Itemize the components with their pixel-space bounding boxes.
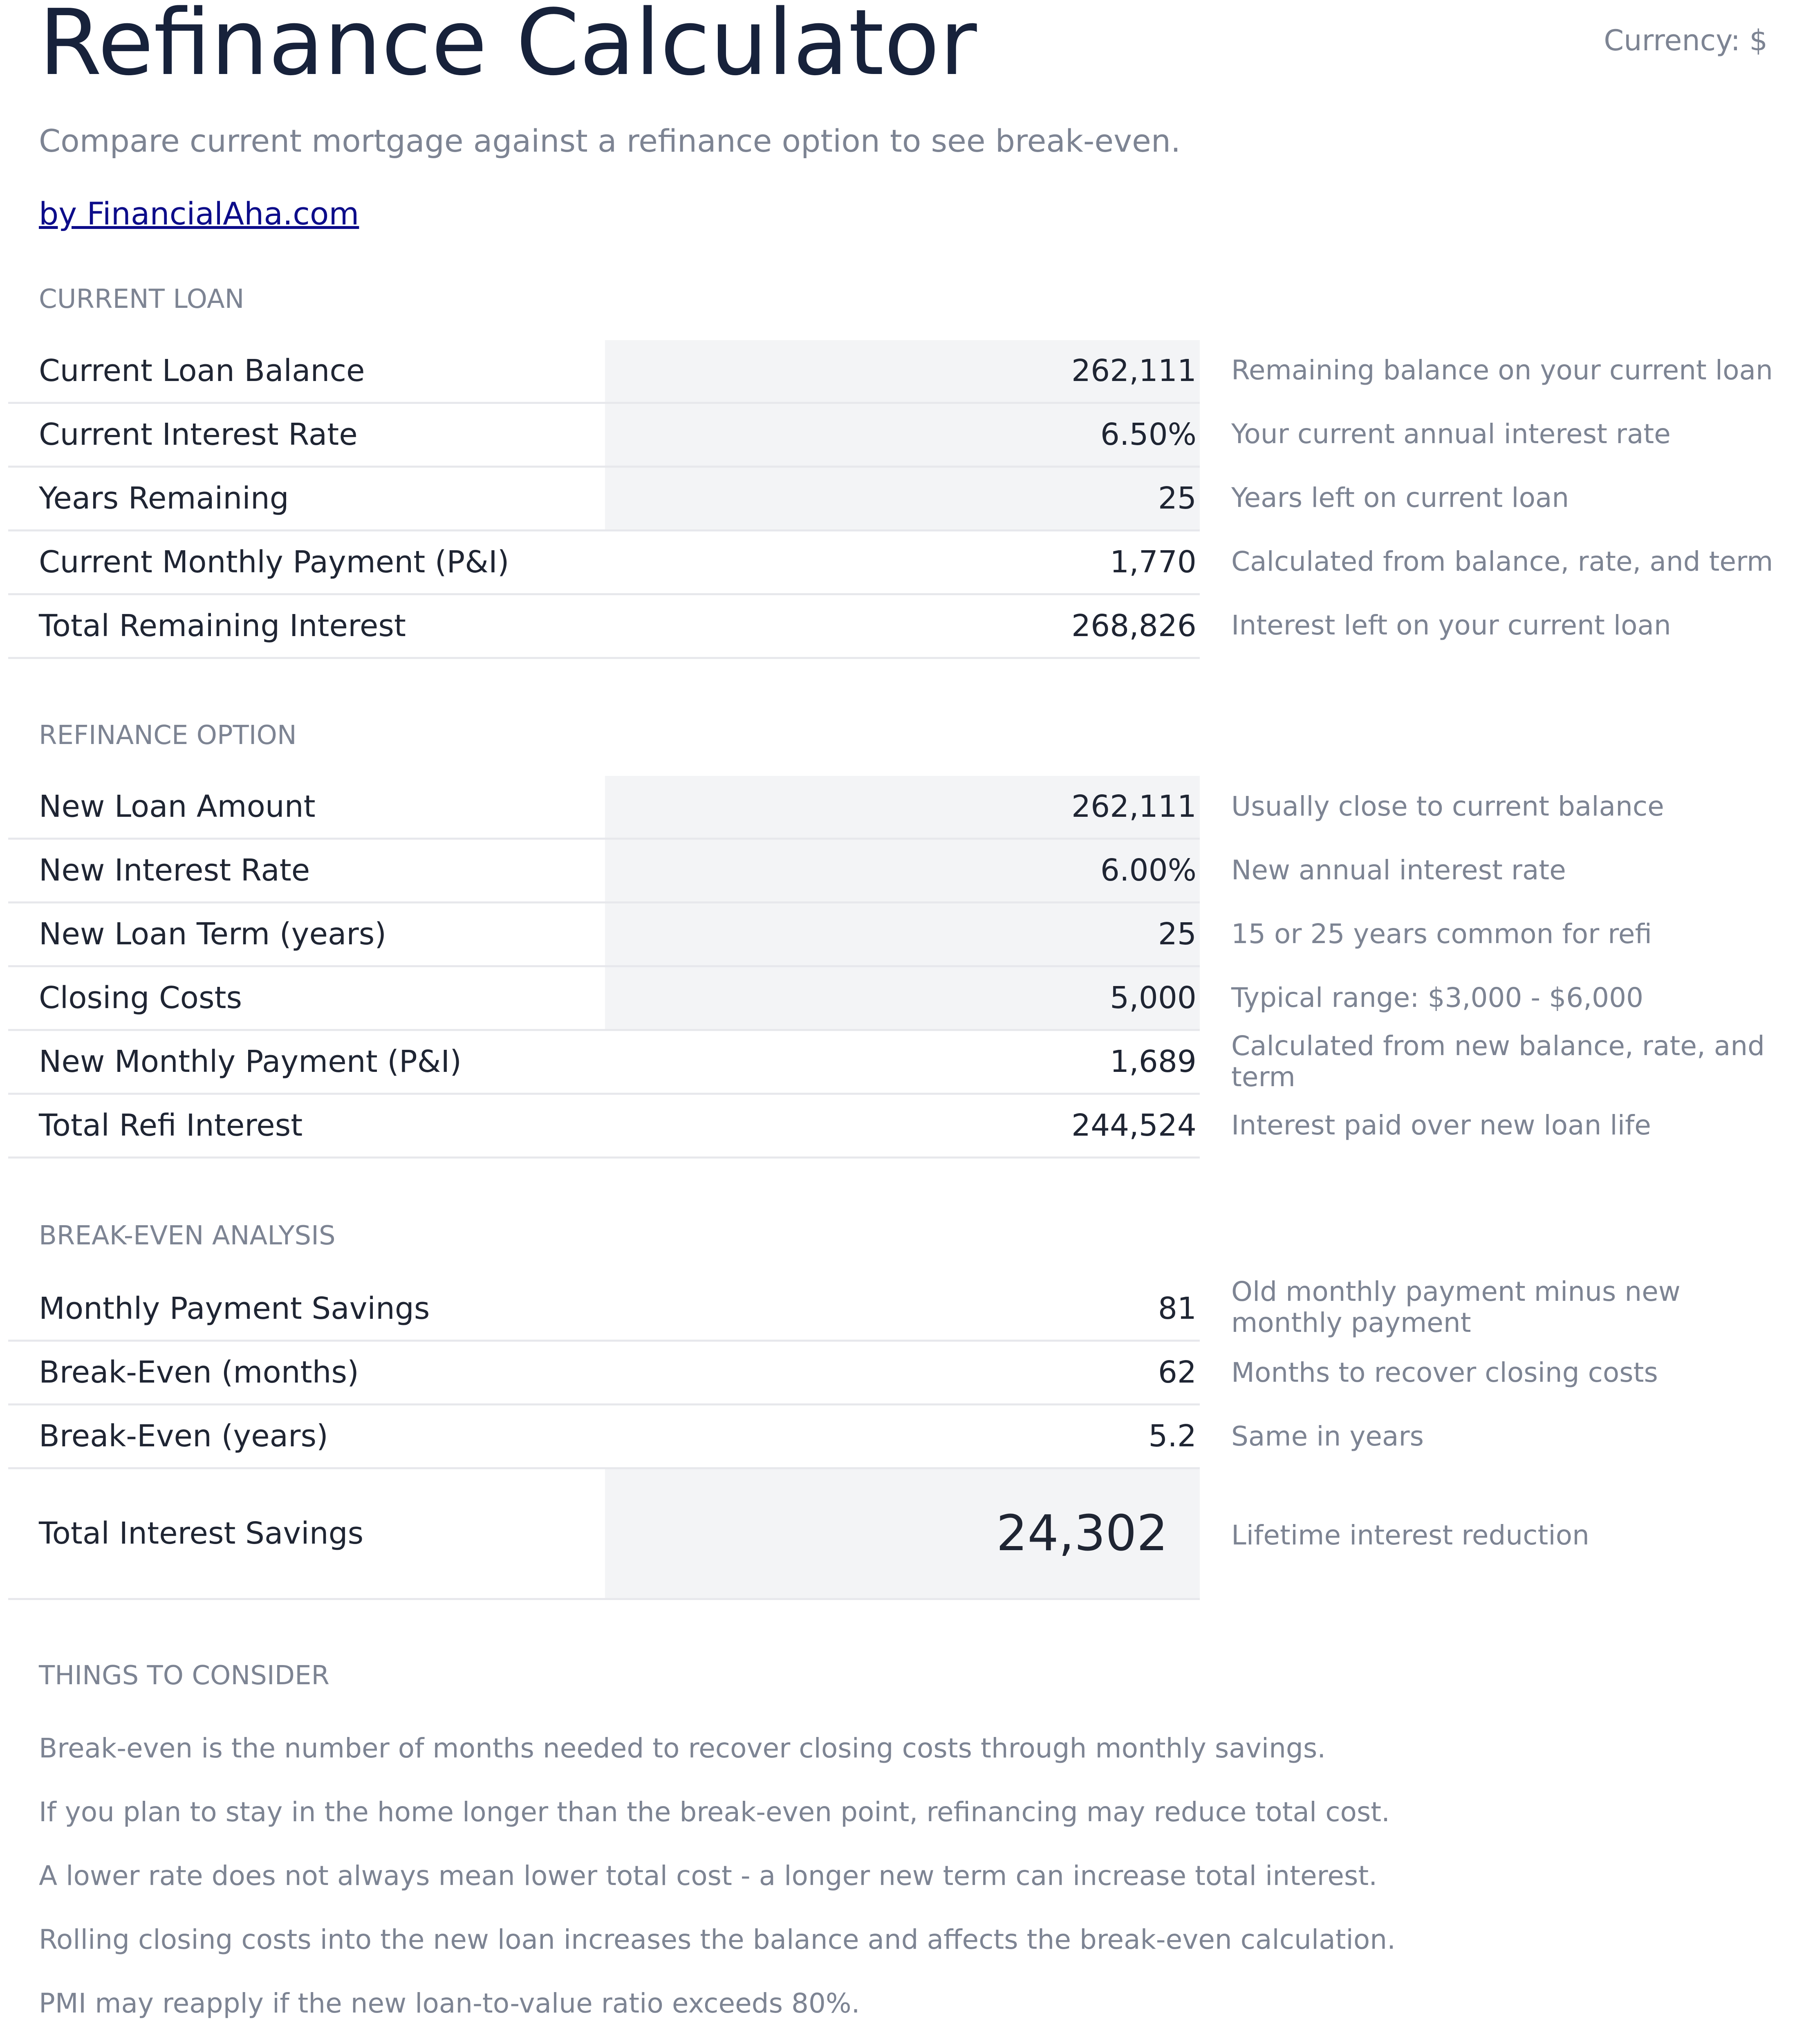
row-label: Closing Costs (39, 980, 242, 1015)
section-title-things-to-consider: THINGS TO CONSIDER (39, 1661, 329, 1691)
table-row (8, 1278, 1200, 1342)
row-label: Current Loan Balance (39, 353, 365, 388)
table-row (8, 404, 1200, 468)
current-monthly-payment-value: 1,770 (1110, 545, 1197, 580)
row-note: Same in years (1231, 1421, 1424, 1452)
table-row (8, 1031, 1200, 1095)
total-interest-savings-value: 24,302 (996, 1505, 1168, 1562)
page-subtitle: Compare current mortgage against a refinance option to see break-even. (39, 123, 1181, 159)
table-row (8, 1095, 1200, 1159)
table-row (8, 776, 1200, 840)
row-label: Total Remaining Interest (39, 608, 406, 643)
consideration-item: Rolling closing costs into the new loan increases the balance and affects the break-even calculation. (39, 1924, 1396, 1955)
new-monthly-payment-value: 1,689 (1110, 1044, 1197, 1079)
consideration-item: Break-even is the number of months needed to recover closing costs through monthly savings. (39, 1732, 1326, 1764)
row-label: New Loan Amount (39, 789, 316, 824)
table-row (8, 531, 1200, 595)
row-note: Calculated from balance, rate, and term (1231, 546, 1773, 577)
row-label: Total Interest Savings (39, 1516, 364, 1551)
consideration-item: PMI may reapply if the new loan-to-value ratio exceeds 80%. (39, 1988, 860, 2019)
row-note: 15 or 25 years common for refi (1231, 918, 1652, 950)
row-label: Break-Even (years) (39, 1419, 328, 1454)
row-note: Remaining balance on your current loan (1231, 354, 1773, 386)
table-row (8, 595, 1200, 659)
page-title: Refinance Calculator (39, 0, 977, 96)
consideration-item: If you plan to stay in the home longer than the break-even point, refinancing may reduce total cost. (39, 1796, 1390, 1828)
row-note: Usually close to current balance (1231, 791, 1664, 822)
row-label: Break-Even (months) (39, 1355, 359, 1390)
table-row (8, 840, 1200, 903)
new-loan-amount-input[interactable]: 262,111 (1071, 789, 1197, 824)
consideration-item: A lower rate does not always mean lower total cost - a longer new term can increase total interest. (39, 1860, 1378, 1892)
row-note: Typical range: $3,000 - $6,000 (1231, 982, 1644, 1013)
break-even-months-value: 62 (1158, 1355, 1197, 1390)
closing-costs-input[interactable]: 5,000 (1110, 980, 1197, 1015)
row-label: New Loan Term (years) (39, 917, 387, 952)
table-row (8, 1405, 1200, 1469)
row-label: Total Refi Interest (39, 1108, 303, 1143)
row-note: Your current annual interest rate (1231, 418, 1671, 450)
table-row (8, 1342, 1200, 1405)
row-label: Current Monthly Payment (P&I) (39, 545, 509, 580)
table-row (8, 468, 1200, 531)
row-note: Months to recover closing costs (1231, 1357, 1658, 1388)
table-row (8, 967, 1200, 1031)
row-note: Interest left on your current loan (1231, 610, 1671, 641)
row-note: New annual interest rate (1231, 854, 1566, 886)
current-interest-rate-input[interactable]: 6.50% (1100, 417, 1197, 452)
row-label: New Interest Rate (39, 853, 310, 888)
new-interest-rate-input[interactable]: 6.00% (1100, 853, 1197, 888)
total-interest-savings-row (8, 1469, 1200, 1600)
current-loan-table (8, 340, 1200, 659)
row-note: Interest paid over new loan life (1231, 1109, 1651, 1141)
break-even-table (8, 1278, 1200, 1600)
refinance-option-table (8, 776, 1200, 1159)
table-row (8, 903, 1200, 967)
currency-indicator: Currency: $ (1604, 24, 1768, 57)
row-note: Lifetime interest reduction (1231, 1520, 1589, 1551)
monthly-payment-savings-value: 81 (1158, 1291, 1197, 1326)
section-title-refinance-option: REFINANCE OPTION (39, 720, 297, 751)
section-title-current-loan: CURRENT LOAN (39, 284, 244, 314)
row-label: Current Interest Rate (39, 417, 358, 452)
row-label: Years Remaining (39, 481, 289, 516)
total-remaining-interest-value: 268,826 (1071, 608, 1197, 643)
total-refi-interest-value: 244,524 (1071, 1108, 1197, 1143)
section-title-break-even: BREAK-EVEN ANALYSIS (39, 1221, 336, 1251)
new-loan-term-input[interactable]: 25 (1158, 917, 1197, 952)
input-cell[interactable] (605, 903, 1200, 965)
current-loan-balance-input[interactable]: 262,111 (1071, 353, 1197, 388)
input-cell[interactable] (605, 468, 1200, 529)
row-note: Years left on current loan (1231, 482, 1569, 513)
table-row (8, 340, 1200, 404)
row-note: Calculated from new balance, rate, and term (1231, 1030, 1765, 1093)
years-remaining-input[interactable]: 25 (1158, 481, 1197, 516)
brand-link[interactable]: by FinancialAha.com (39, 195, 359, 232)
row-label: Monthly Payment Savings (39, 1291, 430, 1326)
row-note: Old monthly payment minus new monthly payment (1231, 1276, 1681, 1338)
row-label: New Monthly Payment (P&I) (39, 1044, 462, 1079)
break-even-years-value: 5.2 (1148, 1419, 1197, 1454)
